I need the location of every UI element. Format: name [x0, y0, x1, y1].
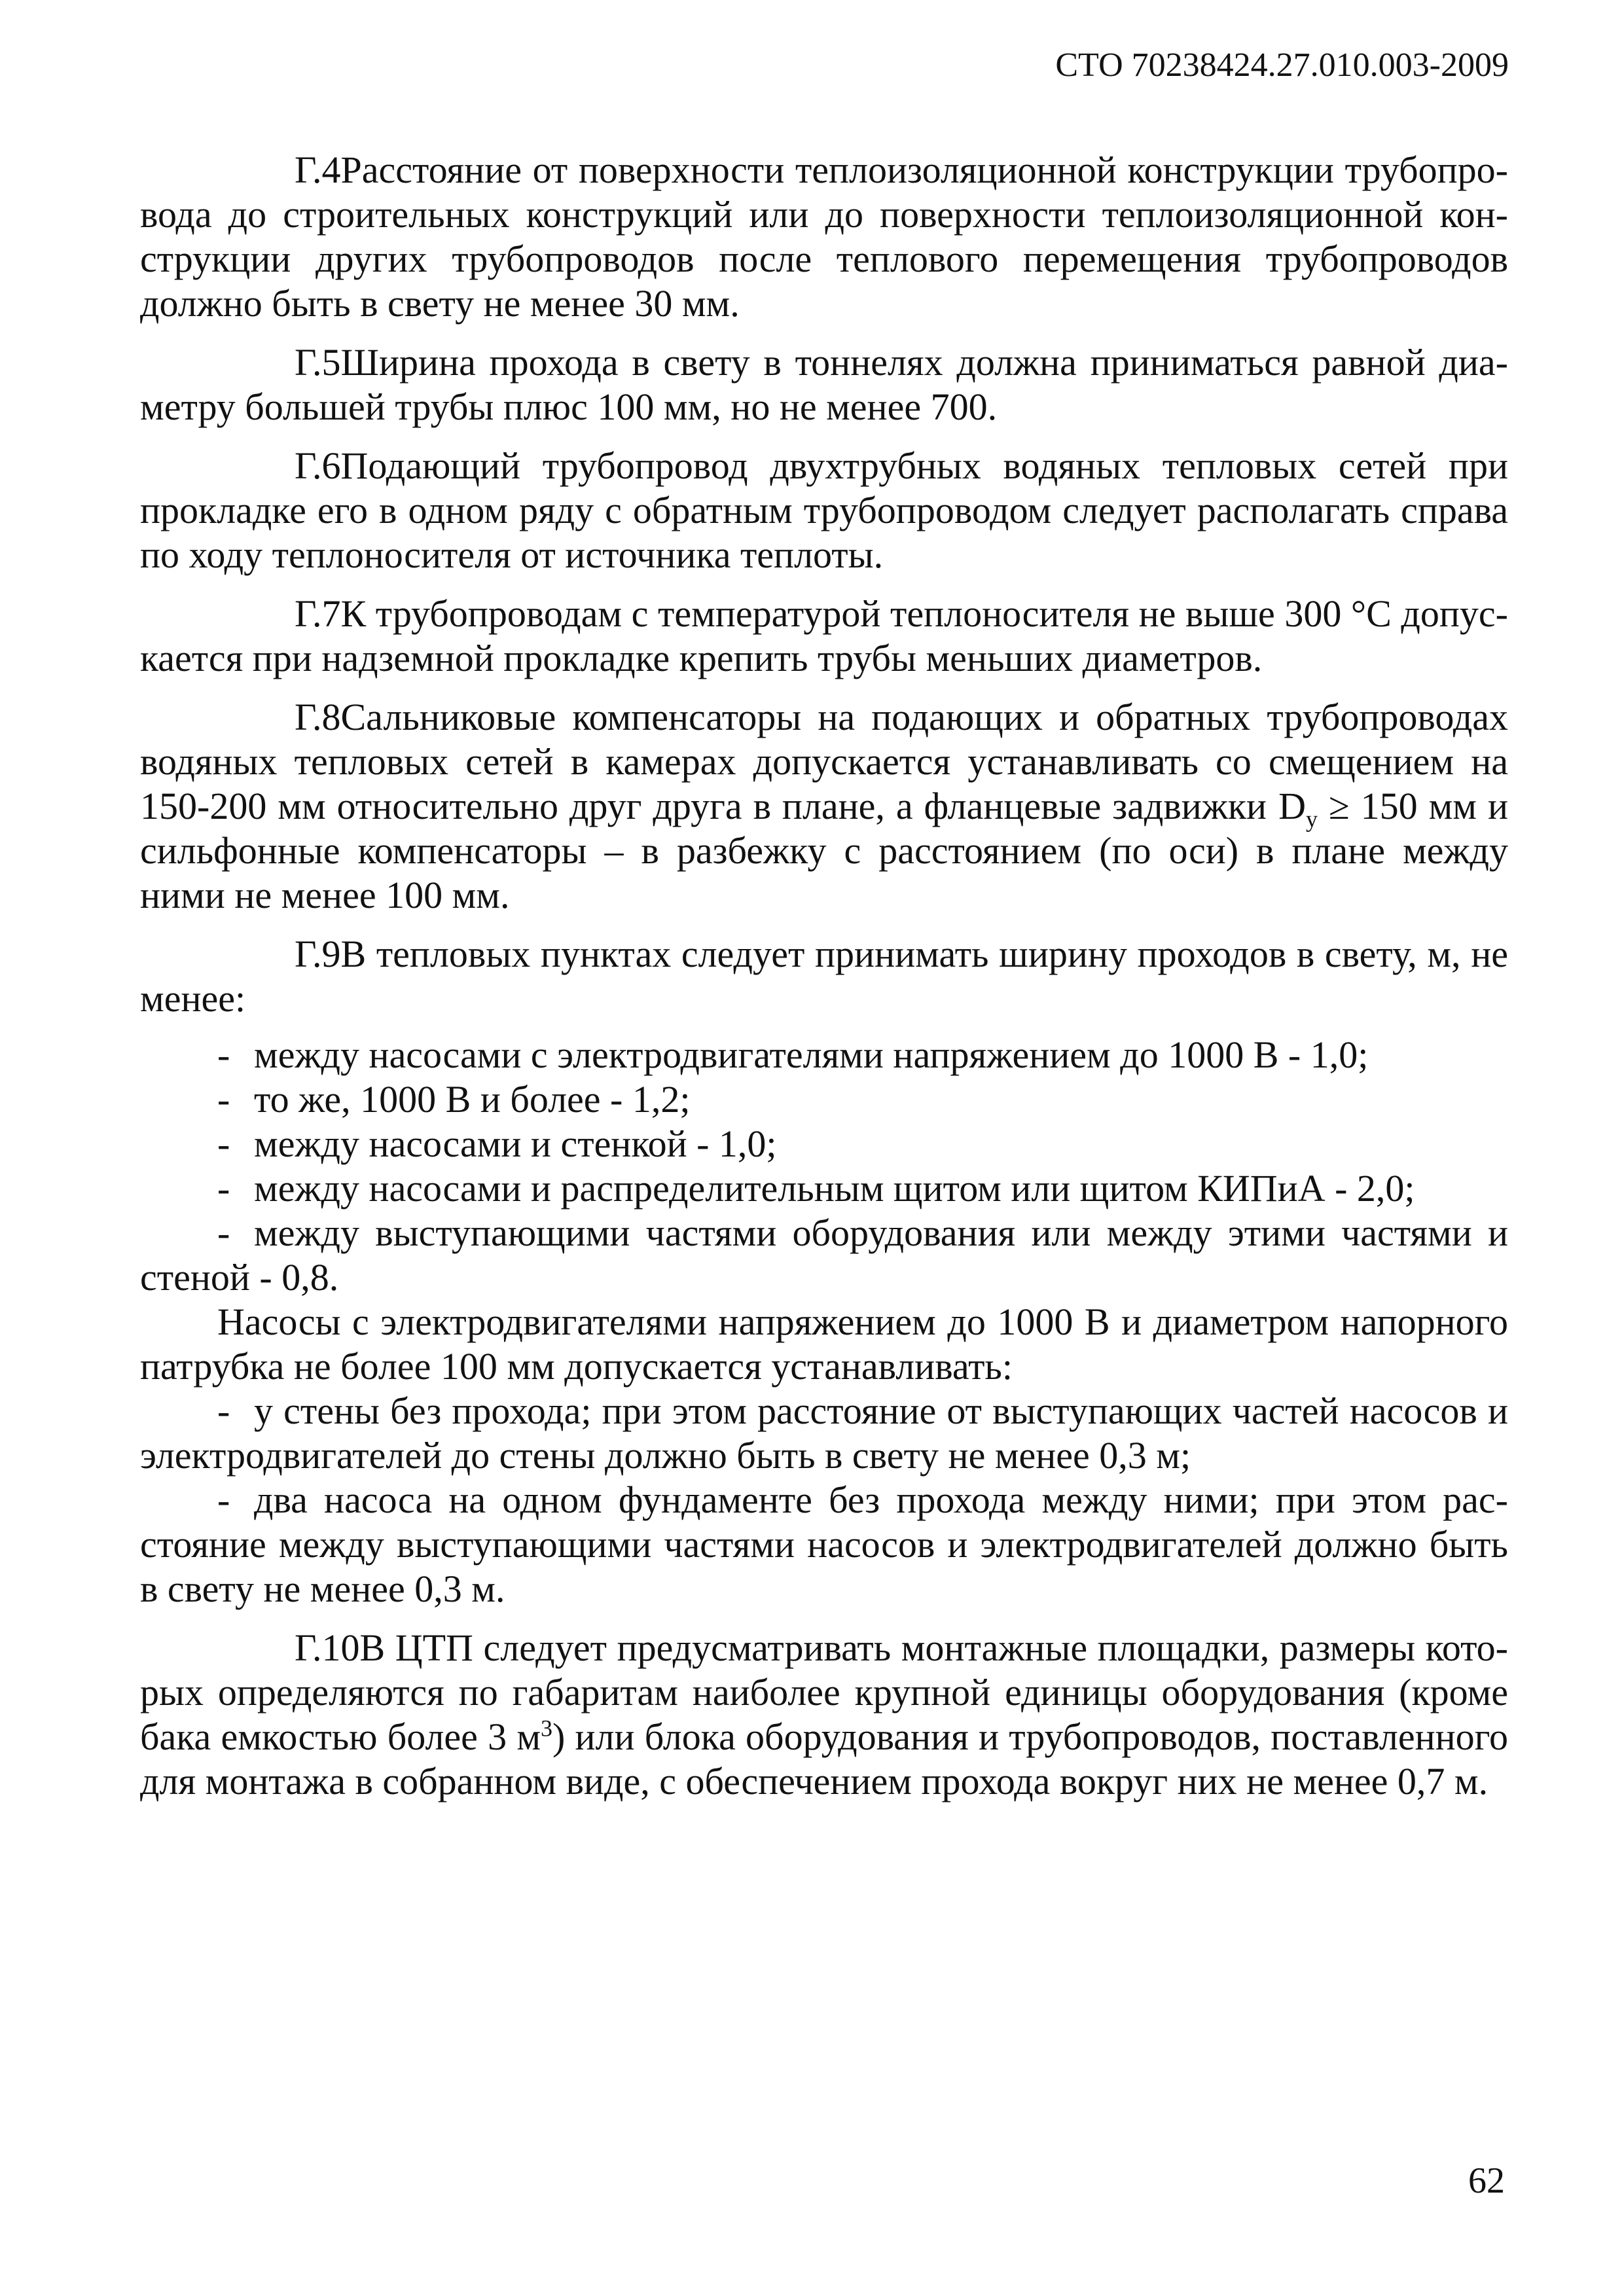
nominal-diameter-symbol: D [1278, 785, 1306, 827]
list-item-text: между выступающими частями оборудования или между этими частями и стеной - 0,8. [140, 1211, 1508, 1299]
list-item [140, 1478, 1508, 1611]
clause-number: Г.7 [295, 592, 341, 635]
list-item-text: между насосами с электродвигателями напряжением до 1000 В - 1,0; [254, 1033, 1369, 1076]
clause-text: Расстояние от поверхности теплоизоляционной конструкции трубопровода до строительных конструкций или до поверхности теплоизоляционной конструкции других трубопроводов после теплового перемещения трубопроводов должно быть в свету не менее 30 мм. [140, 149, 1508, 325]
list-item-text: между насосами и стенкой - 1,0; [254, 1122, 777, 1165]
paragraph-g10 [140, 1626, 1508, 1804]
list-item [140, 1166, 1508, 1211]
clause-number: Г.6 [295, 444, 341, 487]
clause-number: Г.10 [295, 1626, 360, 1669]
pumps-text: Насосы с электродвигателями напряжением до 1000 В и диаметром напорного патрубка не более 100 мм допускается устанавливать: [140, 1300, 1508, 1388]
document-body [140, 148, 1508, 1818]
list-item [140, 1389, 1508, 1478]
list-dash: - [217, 1167, 230, 1210]
clause-text: Подающий трубопровод двухтрубных водяных тепловых сетей при прокладке его в одном ряду с обратным трубопроводом следует располагать справа по ходу теплоносителя от источника теплоты. [140, 444, 1508, 576]
list-item [140, 1077, 1508, 1122]
paragraph-g9 [140, 932, 1508, 1611]
clause-number: Г.4 [295, 149, 341, 191]
cubic-superscript: 3 [541, 1715, 553, 1742]
list-dash: - [217, 1078, 230, 1121]
list-item-text: между насосами и распределительным щитом или щитом КИПиА - 2,0; [254, 1167, 1415, 1210]
list-item-text: два насоса на одном фундаменте без прохода между ними; при этом расстояние между выступающими частями насосов и электродвигателей должно быть в свету не менее 0,3 м. [140, 1479, 1508, 1610]
paragraph-g8 [140, 695, 1508, 918]
list-item-text: то же, 1000 В и более - 1,2; [254, 1078, 691, 1121]
pumps-paragraph [140, 1300, 1508, 1389]
clause-text: К трубопроводам с температурой теплоносителя не выше 300 °С допускается при надземной прокладке крепить трубы меньших диаметров. [140, 592, 1508, 679]
list-dash: - [217, 1390, 230, 1432]
clause-number: Г.5 [295, 341, 341, 384]
clause-text: Ширина прохода в свету в тоннелях должна приниматься равной диаметру большей трубы плюс 100 мм, но не менее 700. [140, 341, 1508, 428]
clause-text-after: ≥ 150 мм и сильфонные компенсаторы – в разбежку с расстоянием (по оси) в плане между ними не менее 100 мм. [140, 785, 1508, 916]
list-dash: - [217, 1479, 230, 1521]
page-number: 62 [1468, 2161, 1505, 2201]
nominal-diameter-subscript: y [1305, 806, 1318, 833]
list-item [140, 1122, 1508, 1166]
paragraph-g9-intro [140, 932, 1508, 1021]
paragraph-g6 [140, 444, 1508, 577]
clause-text: В тепловых пунктах следует принимать ширину проходов в свету, м, не менее: [140, 933, 1508, 1020]
clause-number: Г.9 [295, 933, 341, 975]
paragraph-g5 [140, 340, 1508, 429]
clause-number: Г.8 [295, 696, 341, 738]
list-item-text: у стены без прохода; при этом расстояние от выступающих частей насосов и электродвигателей до стены должно быть в свету не менее 0,3 м; [140, 1390, 1508, 1477]
list-item [140, 1211, 1508, 1300]
clause-text-before: В ЦТП следует предусматривать монтажные площадки, размеры которых определяются по габаритам наиболее крупной единицы оборудования (кроме бака емкостью более 3 м [140, 1626, 1508, 1758]
pump-installation-list [140, 1389, 1508, 1611]
passage-width-list [140, 1033, 1508, 1300]
list-dash: - [217, 1211, 230, 1254]
list-dash: - [217, 1122, 230, 1165]
clause-text-before: Сальниковые компенсаторы на подающих и обратных трубопроводах водяных тепловых сетей в камерах допускается устанавливать со смещением на 150-200 мм относительно друг друга в плане, а фланцевые задвижки [140, 696, 1508, 827]
document-code-header: СТО 70238424.27.010.003-2009 [1055, 46, 1509, 84]
paragraph-g4 [140, 148, 1508, 326]
clause-text-after: ) или блока оборудования и трубопроводов, поставленного для монтажа в собранном виде, с обеспечением прохода вокруг них не менее 0,7 м. [140, 1715, 1508, 1803]
list-dash: - [217, 1033, 230, 1076]
list-item [140, 1033, 1508, 1077]
paragraph-g7 [140, 592, 1508, 681]
